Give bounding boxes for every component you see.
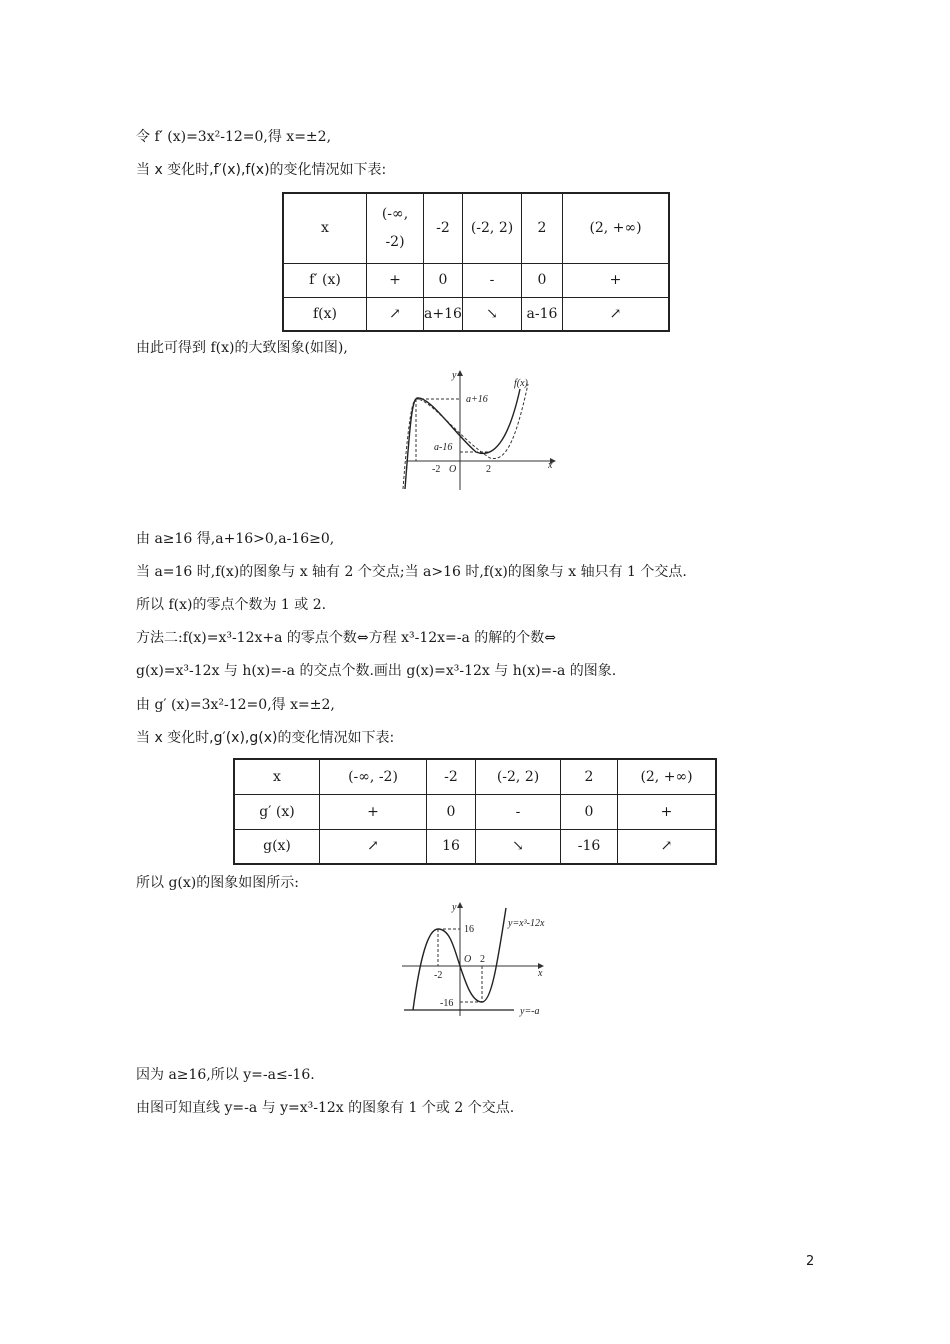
t2-deriv-4: 0 [561,794,618,829]
graph1-max-label: a+16 [466,394,488,405]
t2-deriv-label: g′ (x) [234,794,320,829]
graph1-func-label: f(x) [514,378,528,389]
graph1-origin-label: O [449,464,457,475]
t2-header-interval2: (-2, 2) [476,759,561,794]
t1-func-label: f(x) [283,297,367,331]
t1-func-3: ↘ [463,297,522,331]
t2-header-neg2: -2 [427,759,476,794]
graph2-y-arrow [457,902,463,908]
t1-header-neg2: -2 [424,193,463,263]
text-line-9: 由 g′ (x)=3x²-12=0,得 x=±2, [136,697,335,713]
t2-deriv-2: 0 [427,794,476,829]
t2-func-label: g(x) [234,829,320,864]
t1-header-interval1 [367,193,424,263]
t1-header-interval3: (2, +∞) [563,193,670,263]
t1-header-interval2: (-2, 2) [463,193,522,263]
t1-deriv-1: + [367,263,424,297]
text-line-8: g(x)=x³-12x 与 h(x)=-a 的交点个数.画出 g(x)=x³-12x 与 h(x)=-a 的图象. [136,663,617,679]
graph2-line-label: y=-a [520,1006,540,1017]
text-line-1: 令 f′ (x)=3x²-12=0,得 x=±2, [136,129,332,145]
t2-func-4: -16 [561,829,618,864]
graph2-min-label: -16 [440,998,454,1009]
t1-func-2: a+16 [424,297,463,331]
t2-deriv-3: - [476,794,561,829]
t1-deriv-2: 0 [424,263,463,297]
t1-header-interval1-b: -2) [385,234,405,251]
t2-deriv-1: + [320,794,427,829]
t1-header-interval1-a: (-∞, [381,206,409,223]
t2-header-x: x [234,759,320,794]
graph-f-rough-sketch [400,364,560,494]
graph2-y-label: y [452,902,457,913]
t2-func-5: ↗ [618,829,717,864]
variation-table-g [233,758,717,865]
graph1-min-label: a-16 [434,442,453,453]
t1-func-4: a-16 [522,297,563,331]
text-line-2: 当 x 变化时,f′(x),f(x)的变化情况如下表: [136,162,387,178]
t1-deriv-3: - [463,263,522,297]
t2-func-3: ↘ [476,829,561,864]
text-line-7: 方法二:f(x)=x³-12x+a 的零点个数⇔方程 x³-12x=-a 的解的个数⇔ [136,630,557,646]
t2-header-interval3: (2, +∞) [618,759,717,794]
t2-func-1: ↗ [320,829,427,864]
graph2-neg2-label: -2 [434,970,443,981]
graph1-x-label: x [548,460,553,471]
graph1-solid-curve [405,389,520,489]
text-line-12: 因为 a≥16,所以 y=-a≤-16. [136,1067,315,1083]
t1-header-x: x [283,193,367,263]
page-number: 2 [806,1254,815,1269]
t2-func-2: 16 [427,829,476,864]
t1-deriv-5: + [563,263,670,297]
variation-table-f [282,192,670,332]
text-line-11: 所以 g(x)的图象如图所示: [136,875,299,891]
graph2-func-label: y=x³-12x [508,918,545,929]
graph1-y-label: y [452,370,457,381]
t1-func-5: ↗ [563,297,670,331]
graph2-pos2-label: 2 [480,954,485,965]
graph2-max-label: 16 [464,924,474,935]
graph1-neg2-label: -2 [432,464,441,475]
text-line-6: 所以 f(x)的零点个数为 1 或 2. [136,597,327,613]
t1-deriv-4: 0 [522,263,563,297]
text-line-5: 当 a=16 时,f(x)的图象与 x 轴有 2 个交点;当 a>16 时,f(x)的图象与 x 轴只有 1 个交点. [136,564,687,580]
text-line-4: 由 a≥16 得,a+16>0,a-16≥0, [136,531,335,547]
t1-func-1: ↗ [367,297,424,331]
t1-deriv-label: f′ (x) [283,263,367,297]
graph2-origin-label: O [464,954,472,965]
graph1-pos2-label: 2 [486,464,491,475]
graph-g-cubic [400,898,570,1020]
text-line-3: 由此可得到 f(x)的大致图象(如图), [136,340,348,356]
t1-header-pos2: 2 [522,193,563,263]
text-line-13: 由图可知直线 y=-a 与 y=x³-12x 的图象有 1 个或 2 个交点. [136,1100,515,1116]
graph2-x-label: x [538,968,543,979]
t2-header-interval1: (-∞, -2) [320,759,427,794]
graph1-y-arrow [457,370,463,376]
t2-header-pos2: 2 [561,759,618,794]
text-line-10: 当 x 变化时,g′(x),g(x)的变化情况如下表: [136,730,395,746]
t2-deriv-5: + [618,794,717,829]
